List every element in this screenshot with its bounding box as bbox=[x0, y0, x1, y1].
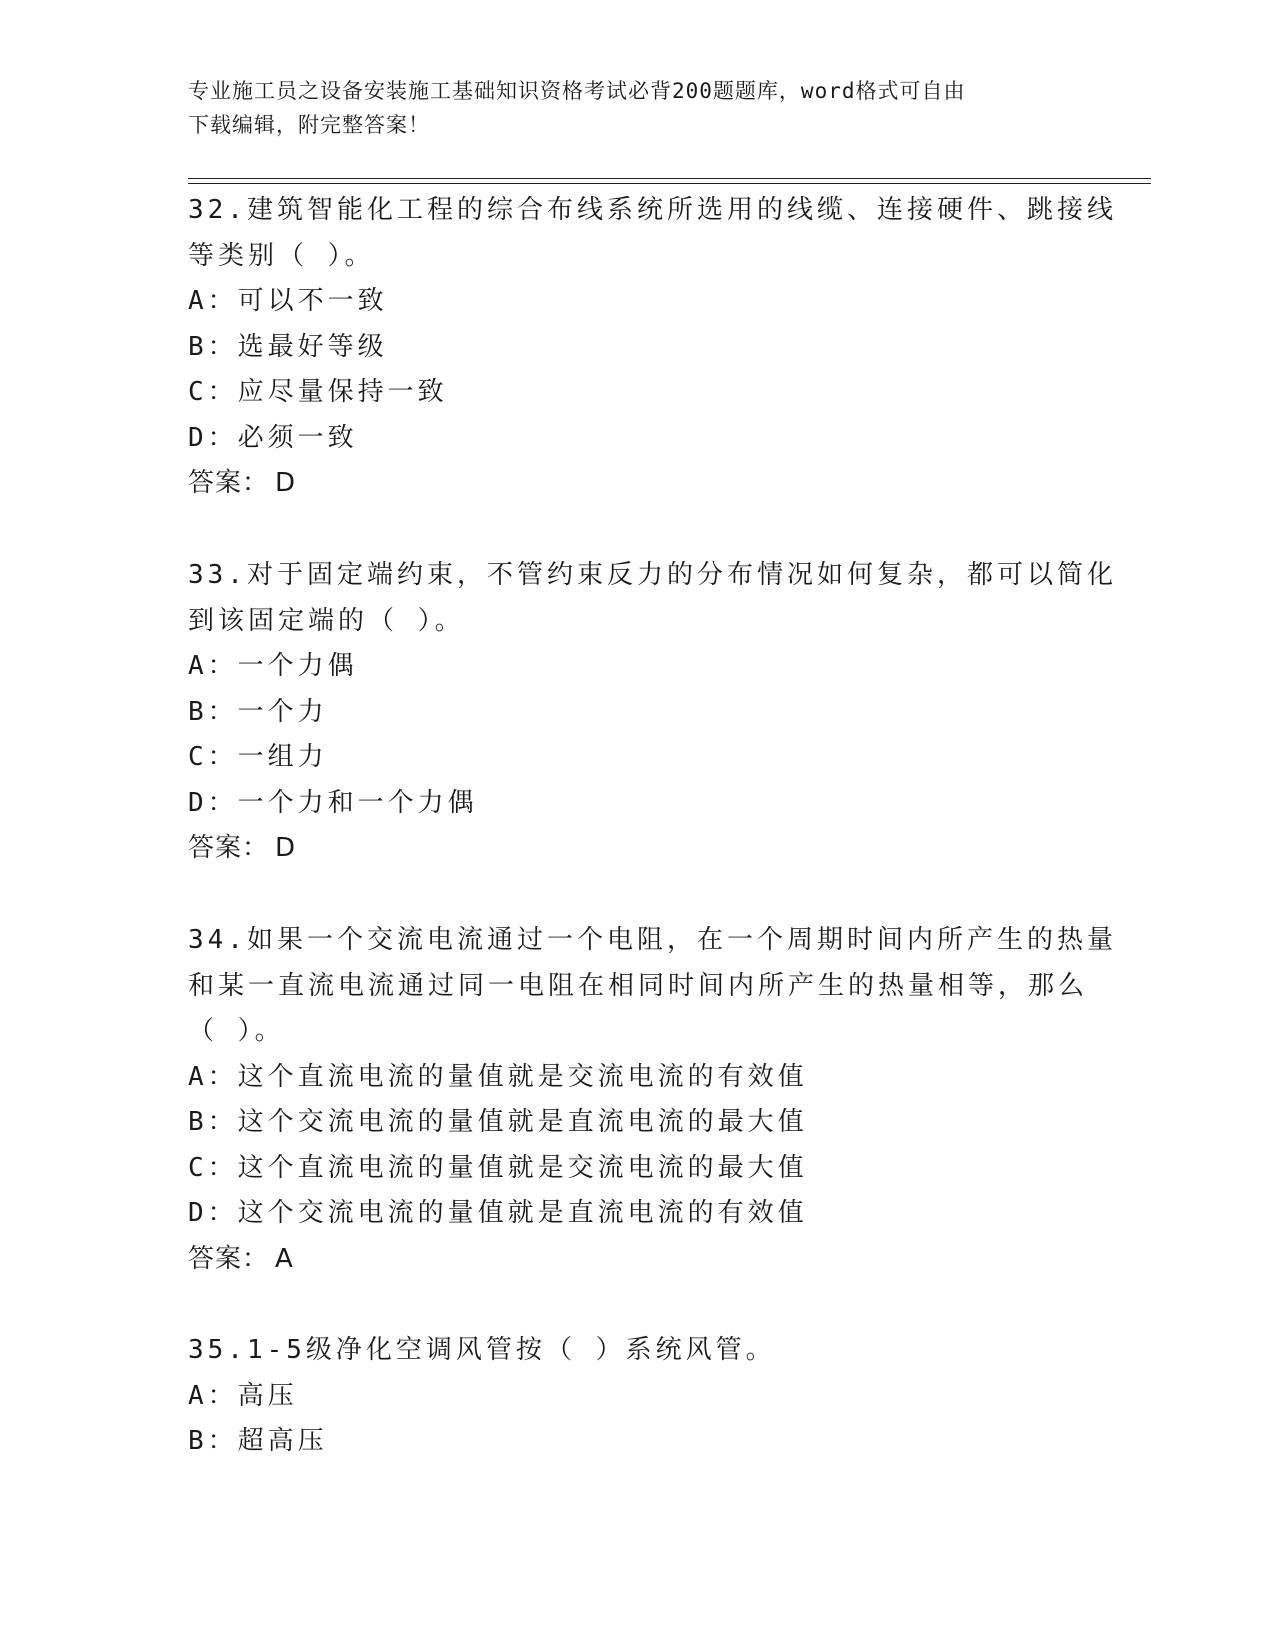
question-34 bbox=[188, 918, 1117, 1282]
option-d: D：必须一致 bbox=[188, 422, 358, 453]
question-stem-line: 33.对于固定端约束，不管约束反力的分布情况如何复杂，都可以简化 bbox=[188, 560, 1117, 590]
option-a: A：高压 bbox=[188, 1380, 298, 1411]
option-d: D：一个力和一个力偶 bbox=[188, 787, 478, 818]
answer-line bbox=[188, 826, 1068, 872]
answer-line bbox=[188, 461, 1068, 507]
question-35 bbox=[188, 1328, 1068, 1465]
header-divider-top bbox=[188, 178, 1151, 179]
question-stem-line: （ ）。 bbox=[188, 1016, 285, 1046]
answer-line bbox=[188, 1237, 1068, 1283]
question-stem-line: 32.建筑智能化工程的综合布线系统所选用的线缆、连接硬件、跳接线 bbox=[188, 195, 1117, 225]
option-c: C：应尽量保持一致 bbox=[188, 377, 448, 407]
header-divider-bottom bbox=[188, 183, 1151, 184]
question-stem-line: 和某一直流电流通过同一电阻在相同时间内所产生的热量相等，那么 bbox=[188, 970, 1089, 1001]
header-line-2: 下载编辑，附完整答案！ bbox=[188, 113, 430, 137]
answer-value: D bbox=[275, 833, 297, 863]
answer-label: 答案： bbox=[188, 468, 270, 498]
option-d: D：这个交流电流的量值就是直流电流的有效值 bbox=[188, 1198, 808, 1228]
answer-value: D bbox=[275, 468, 297, 498]
document-header bbox=[188, 74, 1088, 142]
question-stem-line: 35.1-5级净化空调风管按（ ）系统风管。 bbox=[188, 1335, 776, 1365]
option-b: B：超高压 bbox=[188, 1426, 328, 1456]
answer-label: 答案： bbox=[188, 1243, 270, 1274]
header-line-1: 专业施工员之设备安装施工基础知识资格考试必背200题题库，word格式可自由 bbox=[188, 79, 966, 103]
answer-value: A bbox=[275, 1243, 294, 1274]
option-c: C：这个直流电流的量值就是交流电流的最大值 bbox=[188, 1152, 808, 1183]
option-a: A：这个直流电流的量值就是交流电流的有效值 bbox=[188, 1061, 808, 1092]
option-a: A：可以不一致 bbox=[188, 286, 388, 316]
question-stem-line: 到该固定端的（ ）。 bbox=[188, 605, 465, 636]
question-stem-line: 等类别（ ）。 bbox=[188, 240, 375, 271]
question-33 bbox=[188, 553, 1117, 872]
question-32 bbox=[188, 188, 1117, 507]
option-c: C：一组力 bbox=[188, 742, 328, 772]
option-b: B：这个交流电流的量值就是直流电流的最大值 bbox=[188, 1107, 808, 1137]
option-a: A：一个力偶 bbox=[188, 651, 358, 681]
question-stem-line: 34.如果一个交流电流通过一个电阻，在一个周期时间内所产生的热量 bbox=[188, 925, 1117, 955]
option-b: B：一个力 bbox=[188, 696, 328, 727]
option-b: B：选最好等级 bbox=[188, 331, 388, 362]
answer-label: 答案： bbox=[188, 833, 270, 863]
